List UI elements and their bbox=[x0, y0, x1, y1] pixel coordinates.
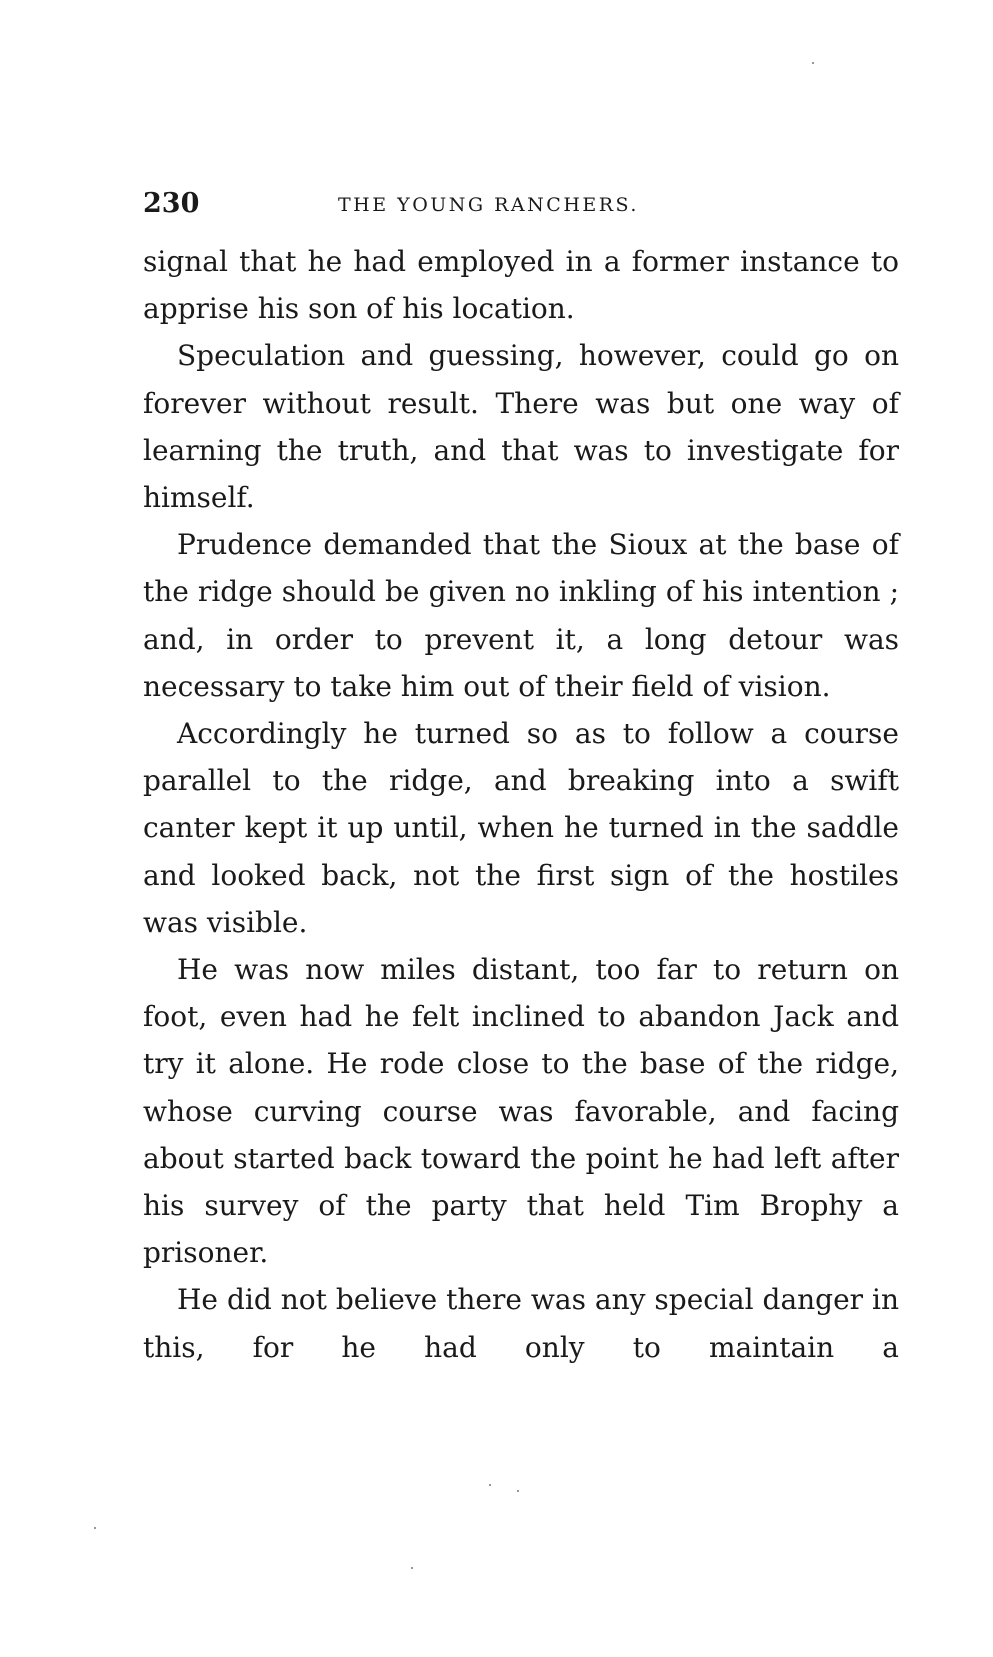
print-speck bbox=[411, 1567, 413, 1569]
paragraph: Accordingly he turned so as to follow a course parallel to the ridge, and breaking into a swift canter kept it up until, when he turned in the saddle and looked back, not the first sign of the hostiles was visible. bbox=[143, 717, 899, 939]
page-header bbox=[143, 188, 899, 228]
paragraph-last: He did not believe there was any special danger in this, for he had only to maintain a bbox=[143, 1283, 899, 1364]
running-title: THE YOUNG RANCHERS. bbox=[338, 194, 639, 216]
paragraph: He was now miles distant, too far to return on foot, even had he felt inclined to abandon Jack and try it alone. He rode close to the base of the ridge, whose curving course was favorable, and facing about started back toward the point he had left after his survey of the party that held Tim Brophy a prisoner. bbox=[143, 953, 899, 1270]
paragraph: Speculation and guessing, however, could go on forever without result. There was but one way of learning the truth, and that was to investigate for himself. bbox=[143, 339, 899, 515]
paragraph-continuation: signal that he had employed in a former instance to apprise his son of his location. bbox=[143, 245, 899, 326]
print-speck bbox=[812, 62, 814, 64]
body-text bbox=[143, 238, 899, 1371]
print-speck bbox=[489, 1484, 491, 1486]
paragraph: Prudence demanded that the Sioux at the base of the ridge should be given no inkling of his intention ; and, in order to prevent it, a long detour was necessary to take him out of their field of vision. bbox=[143, 528, 899, 703]
page-number: 230 bbox=[143, 188, 200, 219]
print-speck bbox=[517, 1490, 519, 1492]
print-speck bbox=[94, 1527, 96, 1529]
